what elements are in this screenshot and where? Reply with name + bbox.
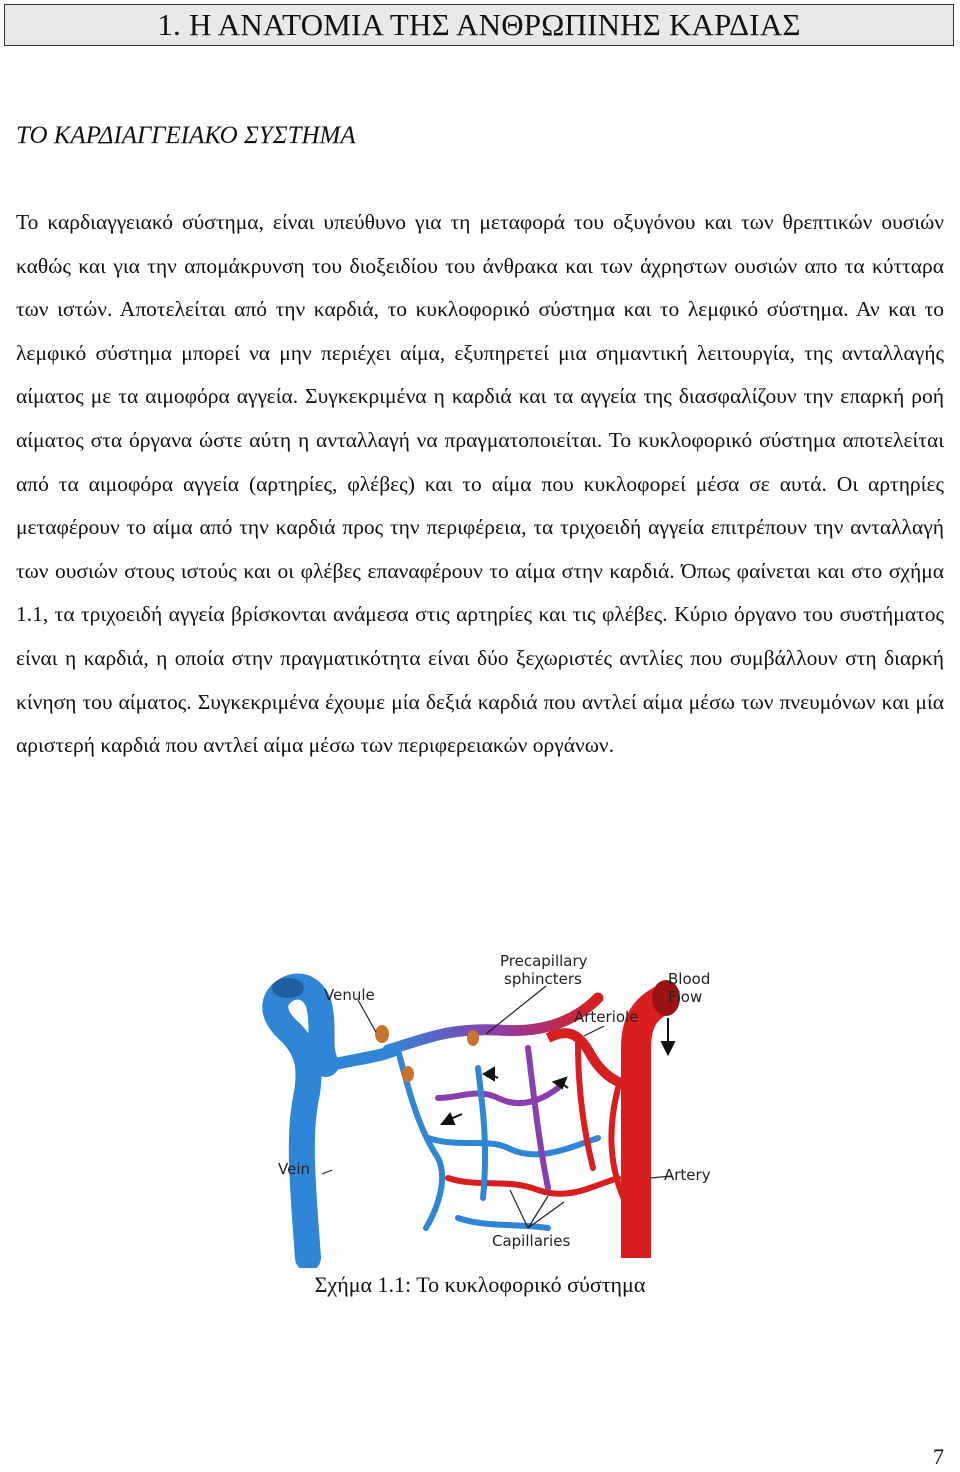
chapter-heading-box [4,4,954,46]
vein-vessel [272,978,398,1258]
section-title: ΤΟ ΚΑΡΔΙΑΓΓΕΙΑΚΟ ΣΥΣΤΗΜΑ [16,122,356,149]
label-capillaries: Capillaries [492,1232,571,1250]
label-precapillary-2: sphincters [504,970,582,988]
page-number: 7 [933,1444,944,1469]
label-blood-2: Flow [668,988,703,1006]
label-precapillary-1: Precapillary [500,952,588,970]
chapter-heading: 1. Η ΑΝΑΤΟΜΙΑ ΤΗΣ ΑΝΘΡΩΠΙΝΗΣ ΚΑΡΔΙΑΣ [157,7,801,42]
capillary-network [398,1043,628,1228]
body-paragraph: Το καρδιαγγειακό σύστημα, είναι υπεύθυνο για τη μεταφορά του οξυγόνου και των θρεπτικών ουσιών καθώς και για την απομάκρυνση του διοξειδίου του άνθρακα και των άχρηστων ουσιών απο τα κύτταρα των ιστών. Αποτελείται από την καρδιά, το κυκλοφορικό σύστημα και το λεμφικό σύστημα. Αν και το λεμφικό σύστημα μπορεί να μην περιέχει αίμα, εξυπηρετεί μια σημαντική λειτουργία, της ανταλλαγής αίματος με τα αιμοφόρα αγγεία. Συγκεκριμένα η καρδιά και τα αγγεία της διασφαλίζουν την επαρκή ροή αίματος στα όργανα ώστε αύτη η ανταλλαγή να πραγματοποιείται. Το κυκλοφορικό σύστημα αποτελείται από τα αιμοφόρα αγγεία (αρτηρίες, φλέβες) και το αίμα που κυκλοφορεί μέσα σε αυτά. Οι αρτηρίες μεταφέρουν το αίμα από την καρδιά προς την περιφέρεια, τα τριχοειδή αγγεία επιτρέπουν την ανταλλαγή των ουσιών στους ιστούς και οι φλέβες επαναφέρουν το αίμα στην καρδιά. Όπως φαίνεται και στο σχήμα 1.1, τα τριχοειδή αγγεία βρίσκονται ανάμεσα στις αρτηρίες και τις φλέβες. Κύριο όργανο του συστήματος είναι η καρδιά, η οποία στην πραγματικότητα είναι δύο ξεχωριστές αντλίες που συμβάλλουν στη διαρκή κίνηση του αίματος. Συγκεκριμένα έχουμε μία δεξιά καρδιά που αντλεί αίμα μέσω των πνευμόνων και μία αριστερή καρδιά που αντλεί αίμα μέσω των περιφερειακών οργάνων. [16,210,944,758]
label-arteriole: Arteriole [574,1008,639,1026]
circulatory-system-figure [248,938,728,1268]
venule-arteriole-arc [388,998,598,1050]
label-artery: Artery [664,1166,711,1184]
figure-caption: Σχήμα 1.1: Το κυκλοφορικό σύστημα [314,1272,646,1297]
label-blood-1: Blood [668,970,711,988]
label-vein: Vein [278,1160,310,1178]
label-venule: Venule [324,986,375,1004]
